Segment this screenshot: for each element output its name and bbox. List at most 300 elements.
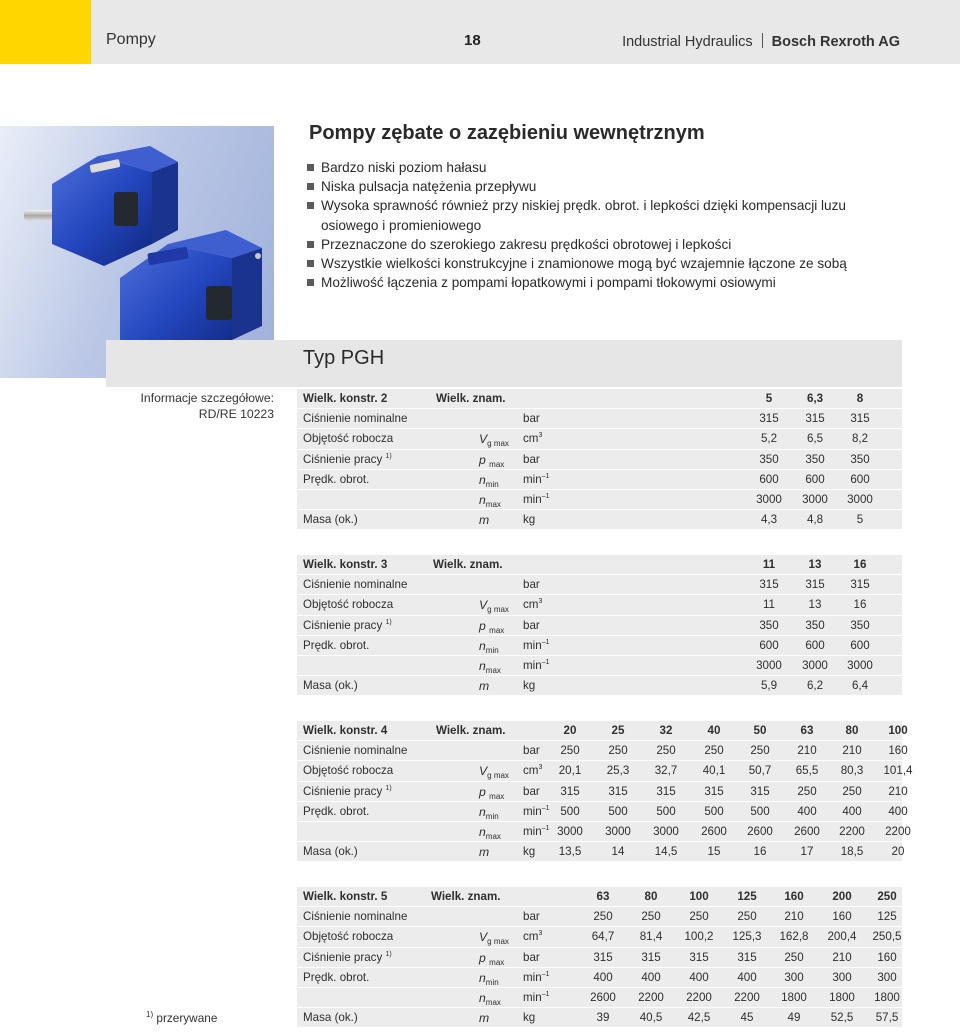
unit-cm3 — [523, 598, 542, 611]
table-cell: 600 — [805, 472, 825, 486]
symbol-p — [479, 785, 504, 801]
symbol-nmax — [479, 991, 501, 1007]
table-row — [297, 595, 902, 615]
table-row — [297, 822, 911, 842]
unit-rpm — [523, 493, 549, 506]
symbol-v — [479, 764, 509, 780]
size-column-header: 20 — [563, 724, 577, 737]
row-label — [303, 910, 407, 923]
unit-cm-text: cm — [523, 764, 539, 778]
table-cell: 160 — [832, 910, 852, 924]
size-column-header: 5 — [765, 392, 773, 405]
symbol-nmax-sub: max — [485, 499, 501, 509]
table-cell: 210 — [832, 950, 852, 964]
symbol-nmax — [479, 659, 501, 675]
unit-rpm — [523, 971, 549, 984]
table-row — [297, 676, 902, 696]
table-cell: 250 — [656, 744, 676, 758]
size-label: Wielk. konstr. 5 — [303, 890, 388, 903]
table-cell: 5,9 — [760, 679, 778, 693]
table-cell: 250,5 — [872, 930, 902, 944]
table-row — [297, 907, 902, 927]
unit-bar: bar — [523, 950, 540, 964]
unit-bar: bar — [523, 618, 540, 632]
symbol-n-text: n — [479, 804, 486, 819]
table-cell: 315 — [689, 950, 709, 964]
table-row — [297, 968, 902, 988]
symbol-p-sub: max — [489, 625, 505, 635]
row-label — [303, 971, 369, 984]
size-label: Wielk. konstr. 3 — [303, 558, 388, 571]
table-cell: 2200 — [885, 824, 911, 838]
unit-min-text: min — [523, 970, 542, 984]
size-column-header: 100 — [888, 724, 908, 737]
unit-min-sup: –1 — [541, 970, 550, 978]
row-label — [303, 845, 358, 858]
table-cell: 250 — [608, 744, 628, 758]
footnote-ref: 1) — [385, 618, 392, 626]
footnote-text: przerywane — [156, 1011, 218, 1025]
unit-cm-text: cm — [523, 432, 539, 446]
page-number: 18 — [464, 32, 481, 49]
unit-min-text: min — [523, 658, 542, 672]
table-cell: 400 — [797, 804, 817, 818]
table-cell: 600 — [850, 472, 870, 486]
table-cell: 1800 — [874, 990, 900, 1004]
table-cell: 17 — [800, 845, 814, 859]
rated-size-label: Wielk. znam. — [431, 890, 501, 903]
section-title: Pompy — [106, 31, 156, 48]
table-cell: 6,4 — [851, 679, 869, 693]
table-row — [297, 510, 902, 530]
table-cell: 500 — [750, 804, 770, 818]
table-row — [297, 450, 902, 470]
table-cell: 315 — [560, 784, 580, 798]
table-cell: 500 — [704, 804, 724, 818]
table-cell: 20,1 — [558, 764, 582, 778]
symbol-nmax-sub: max — [485, 997, 501, 1007]
table-row — [297, 927, 902, 947]
table-cell: 400 — [593, 970, 613, 984]
table-row — [297, 429, 902, 449]
table-cell: 50,7 — [748, 764, 772, 778]
symbol-p-text: p — [479, 950, 486, 965]
unit-min-text: min — [523, 492, 542, 506]
table-row — [297, 948, 902, 968]
table-cell: 400 — [737, 970, 757, 984]
row-label-text: Ciśnienie pracy — [303, 618, 383, 632]
table-cell: 16 — [853, 598, 867, 612]
table-cell: 15 — [707, 845, 721, 859]
table-cell: 400 — [689, 970, 709, 984]
symbol-nmin-sub: min — [485, 977, 499, 987]
division-label: Industrial Hydraulics — [622, 34, 753, 50]
row-label-text: Prędk. obrot. — [303, 970, 370, 984]
table-cell: 80,3 — [840, 764, 864, 778]
symbol-v-sub: g max — [487, 771, 509, 781]
feature-list — [307, 158, 907, 292]
row-label — [303, 785, 392, 798]
table-cell: 13,5 — [558, 845, 582, 859]
table-cell: 315 — [850, 578, 870, 592]
table-cell: 1800 — [781, 990, 807, 1004]
table-header-row — [297, 389, 902, 409]
symbol-v — [479, 598, 509, 614]
row-label-text: Prędk. obrot. — [303, 638, 370, 652]
spec-table — [297, 389, 902, 530]
header-divider — [762, 33, 763, 48]
row-label-text: Masa (ok.) — [303, 845, 358, 859]
symbol-nmin — [479, 473, 499, 489]
unit-kg: kg — [523, 1011, 536, 1025]
symbol-nmin-sub: min — [485, 645, 499, 655]
table-header-row — [297, 887, 902, 907]
symbol-m: m — [479, 1011, 490, 1026]
row-label-text: Ciśnienie pracy — [303, 784, 383, 798]
table-cell: 2600 — [590, 990, 616, 1004]
size-column-header: 13 — [808, 558, 822, 571]
table-cell: 300 — [877, 970, 897, 984]
table-cell: 14,5 — [654, 845, 678, 859]
table-cell: 6,5 — [806, 432, 824, 446]
row-label — [303, 930, 393, 943]
table-cell: 300 — [832, 970, 852, 984]
size-label: Wielk. konstr. 2 — [303, 392, 388, 405]
row-label — [303, 1011, 358, 1024]
unit-min-sup: –1 — [541, 824, 550, 832]
table-row — [297, 1008, 902, 1028]
table-cell: 160 — [888, 744, 908, 758]
symbol-n-text: n — [479, 492, 486, 507]
unit-rpm — [523, 639, 549, 652]
info-ref-code: RD/RE 10223 — [198, 407, 274, 421]
table-cell: 39 — [596, 1011, 610, 1025]
table-cell: 250 — [641, 910, 661, 924]
symbol-m: m — [479, 679, 490, 694]
table-cell: 315 — [608, 784, 628, 798]
table-cell: 3000 — [756, 492, 782, 506]
table-cell: 210 — [797, 744, 817, 758]
rated-size-label: Wielk. znam. — [433, 558, 503, 571]
unit-bar: bar — [523, 578, 540, 592]
unit-cm-sup: 3 — [538, 764, 543, 772]
unit-kg: kg — [523, 679, 536, 693]
table-cell: 162,8 — [779, 930, 809, 944]
table-cell: 5,2 — [760, 432, 778, 446]
unit-min-text: min — [523, 990, 542, 1004]
table-cell: 315 — [750, 784, 770, 798]
size-column-header: 200 — [832, 890, 852, 903]
row-label-text: Masa (ok.) — [303, 1011, 358, 1025]
table-cell: 315 — [593, 950, 613, 964]
table-cell: 400 — [842, 804, 862, 818]
symbol-nmin-sub: min — [485, 811, 499, 821]
size-column-header: 8 — [856, 392, 864, 405]
unit-cm3 — [523, 764, 542, 777]
row-label — [303, 513, 358, 526]
size-column-header: 25 — [611, 724, 625, 737]
type-band — [106, 340, 902, 387]
unit-cm-sup: 3 — [538, 432, 543, 440]
size-column-header: 6,3 — [806, 392, 824, 405]
table-cell: 40,5 — [639, 1011, 663, 1025]
spec-table — [297, 721, 913, 862]
size-column-header: 80 — [845, 724, 859, 737]
unit-cm-sup: 3 — [538, 930, 543, 938]
row-label-text: Prędk. obrot. — [303, 472, 370, 486]
table-cell: 350 — [759, 618, 779, 632]
table-cell: 350 — [805, 452, 825, 466]
unit-bar: bar — [523, 910, 540, 924]
table-cell: 2200 — [839, 824, 865, 838]
product-title: Pompy zębate o zazębieniu wewnętrznym — [309, 122, 705, 144]
table-cell: 3000 — [802, 492, 828, 506]
table-row — [297, 802, 908, 822]
row-label-text: Masa (ok.) — [303, 679, 358, 693]
symbol-n-text: n — [479, 658, 486, 673]
table-cell: 250 — [593, 910, 613, 924]
symbol-v-text: V — [479, 930, 488, 945]
feature-item: Niska pulsacja natężenia przepływu — [307, 177, 907, 196]
feature-item: Bardzo niski poziom hałasu — [307, 158, 907, 177]
table-row — [297, 842, 905, 862]
row-label — [303, 639, 369, 652]
table-cell: 32,7 — [654, 764, 678, 778]
symbol-p-text: p — [479, 618, 486, 633]
feature-item: Wszystkie wielkości konstrukcyjne i znamionowe mogą być wzajemnie łączone ze sobą — [307, 254, 907, 273]
table-cell: 3000 — [605, 824, 631, 838]
table-cell: 200,4 — [827, 930, 857, 944]
info-label: Informacje szczegółowe: — [140, 391, 274, 405]
row-label-text: Prędk. obrot. — [303, 804, 370, 818]
unit-cm3 — [523, 930, 542, 943]
table-cell: 2200 — [638, 990, 664, 1004]
unit-rpm — [523, 473, 549, 486]
size-column-header: 16 — [853, 558, 867, 571]
symbol-nmax — [479, 825, 501, 841]
symbol-v-text: V — [479, 764, 488, 779]
symbol-v-sub: g max — [487, 605, 509, 615]
row-label-text: Ciśnienie nominalne — [303, 744, 408, 758]
table-row — [297, 761, 913, 781]
row-label — [303, 453, 392, 466]
row-label — [303, 578, 407, 591]
table-cell: 3000 — [756, 658, 782, 672]
row-label-text: Objętość robocza — [303, 764, 394, 778]
table-cell: 500 — [656, 804, 676, 818]
brand-label: Bosch Rexroth AG — [771, 34, 900, 50]
symbol-nmax-sub: max — [485, 665, 501, 675]
row-label — [303, 473, 369, 486]
unit-min-text: min — [523, 638, 542, 652]
table-cell: 400 — [888, 804, 908, 818]
table-cell: 250 — [797, 784, 817, 798]
row-label-text: Objętość robocza — [303, 432, 394, 446]
row-label-text: Ciśnienie nominalne — [303, 578, 408, 592]
row-label — [303, 951, 392, 964]
table-cell: 300 — [784, 970, 804, 984]
table-row — [297, 988, 902, 1008]
table-cell: 210 — [888, 784, 908, 798]
symbol-nmin — [479, 639, 499, 655]
table-cell: 11 — [762, 598, 776, 612]
symbol-nmin — [479, 971, 499, 987]
table-cell: 250 — [842, 784, 862, 798]
table-cell: 350 — [805, 618, 825, 632]
table-cell: 160 — [877, 950, 897, 964]
size-column-header: 100 — [689, 890, 709, 903]
size-column-header: 250 — [877, 890, 897, 903]
table-cell: 45 — [740, 1011, 754, 1025]
size-column-header: 63 — [596, 890, 610, 903]
unit-bar: bar — [523, 784, 540, 798]
symbol-v-sub: g max — [487, 937, 509, 947]
symbol-p-text: p — [479, 452, 486, 467]
table-cell: 250 — [784, 950, 804, 964]
table-cell: 400 — [641, 970, 661, 984]
table-cell: 250 — [737, 910, 757, 924]
table-cell: 500 — [608, 804, 628, 818]
table-cell: 3000 — [653, 824, 679, 838]
table-cell: 315 — [737, 950, 757, 964]
table-cell: 2600 — [794, 824, 820, 838]
table-cell: 52,5 — [830, 1011, 854, 1025]
size-column-header: 63 — [800, 724, 814, 737]
symbol-v — [479, 930, 509, 946]
table-cell: 5 — [856, 513, 864, 527]
row-label — [303, 619, 392, 632]
symbol-nmax — [479, 493, 501, 509]
table-cell: 2600 — [701, 824, 727, 838]
table-cell: 81,4 — [639, 930, 663, 944]
symbol-p-sub: max — [489, 459, 505, 469]
accent-bar — [0, 0, 91, 64]
unit-rpm — [523, 659, 549, 672]
table-cell: 350 — [759, 452, 779, 466]
spec-table — [297, 555, 902, 696]
row-label-text: Ciśnienie nominalne — [303, 910, 408, 924]
symbol-m: m — [479, 845, 490, 860]
table-cell: 2200 — [734, 990, 760, 1004]
row-label-text: Objętość robocza — [303, 598, 394, 612]
size-column-header: 32 — [659, 724, 673, 737]
unit-bar: bar — [523, 412, 540, 426]
table-cell: 210 — [784, 910, 804, 924]
size-column-header: 50 — [753, 724, 767, 737]
table-cell: 2200 — [686, 990, 712, 1004]
symbol-m: m — [479, 513, 490, 528]
table-cell: 25,3 — [606, 764, 630, 778]
table-row — [297, 490, 902, 510]
table-cell: 250 — [704, 744, 724, 758]
table-cell: 3000 — [847, 658, 873, 672]
table-cell: 57,5 — [875, 1011, 899, 1025]
table-cell: 65,5 — [795, 764, 819, 778]
table-cell: 2600 — [747, 824, 773, 838]
symbol-nmin-sub: min — [485, 479, 499, 489]
unit-cm-text: cm — [523, 598, 539, 612]
rated-size-label: Wielk. znam. — [436, 392, 506, 405]
table-cell: 13 — [808, 598, 822, 612]
row-label — [303, 805, 369, 818]
unit-bar: bar — [523, 744, 540, 758]
table-row — [297, 409, 902, 429]
size-label: Wielk. konstr. 4 — [303, 724, 388, 737]
symbol-v-text: V — [479, 598, 488, 613]
size-column-header: 11 — [762, 558, 776, 571]
feature-item: Wysoka sprawność również przy niskiej prędk. obrot. i lepkości dzięki kompensacji luzu osiowego i promieniowego — [307, 196, 907, 234]
info-reference — [110, 390, 274, 422]
row-label-text: Ciśnienie nominalne — [303, 412, 408, 426]
table-row — [297, 616, 902, 636]
table-cell: 315 — [641, 950, 661, 964]
table-cell: 600 — [759, 472, 779, 486]
footnote-ref: 1) — [385, 784, 392, 792]
symbol-p-sub: max — [489, 791, 505, 801]
table-cell: 6,2 — [806, 679, 824, 693]
table-row — [297, 656, 902, 676]
table-header-row — [297, 555, 902, 575]
footnote-mark: 1) — [146, 1010, 154, 1019]
row-label — [303, 764, 393, 777]
unit-min-text: min — [523, 804, 542, 818]
table-cell: 3000 — [802, 658, 828, 672]
row-label-text: Objętość robocza — [303, 930, 394, 944]
table-cell: 250 — [750, 744, 770, 758]
table-cell: 600 — [805, 638, 825, 652]
symbol-p-sub: max — [489, 957, 505, 967]
row-label — [303, 744, 407, 757]
unit-kg: kg — [523, 513, 536, 527]
table-cell: 3000 — [557, 824, 583, 838]
symbol-n-text: n — [479, 472, 486, 487]
header-right — [622, 33, 900, 50]
unit-min-sup: –1 — [541, 492, 550, 500]
row-label — [303, 679, 358, 692]
table-cell: 250 — [689, 910, 709, 924]
table-cell: 64,7 — [591, 930, 615, 944]
table-cell: 600 — [759, 638, 779, 652]
unit-min-text: min — [523, 824, 542, 838]
row-label-text: Ciśnienie pracy — [303, 950, 383, 964]
feature-item: Możliwość łączenia z pompami łopatkowymi i pompami tłokowymi osiowymi — [307, 273, 907, 292]
symbol-v — [479, 432, 509, 448]
table-cell: 8,2 — [851, 432, 869, 446]
unit-bar: bar — [523, 452, 540, 466]
table-cell: 1800 — [829, 990, 855, 1004]
table-cell: 100,2 — [684, 930, 714, 944]
size-column-header: 40 — [707, 724, 721, 737]
table-cell: 210 — [842, 744, 862, 758]
table-cell: 125 — [877, 910, 897, 924]
table-cell: 49 — [787, 1011, 801, 1025]
symbol-v-sub: g max — [487, 439, 509, 449]
unit-min-sup: –1 — [541, 638, 550, 646]
table-cell: 315 — [850, 412, 870, 426]
table-cell: 250 — [560, 744, 580, 758]
row-label — [303, 412, 407, 425]
type-heading: Typ PGH — [303, 347, 385, 369]
table-row — [297, 470, 902, 490]
table-row — [297, 741, 908, 761]
rated-size-label: Wielk. znam. — [436, 724, 506, 737]
page-header — [0, 0, 960, 64]
symbol-n-text: n — [479, 824, 486, 839]
table-cell: 18,5 — [840, 845, 864, 859]
size-column-header: 125 — [737, 890, 757, 903]
size-column-header: 80 — [644, 890, 658, 903]
unit-rpm — [523, 991, 549, 1004]
